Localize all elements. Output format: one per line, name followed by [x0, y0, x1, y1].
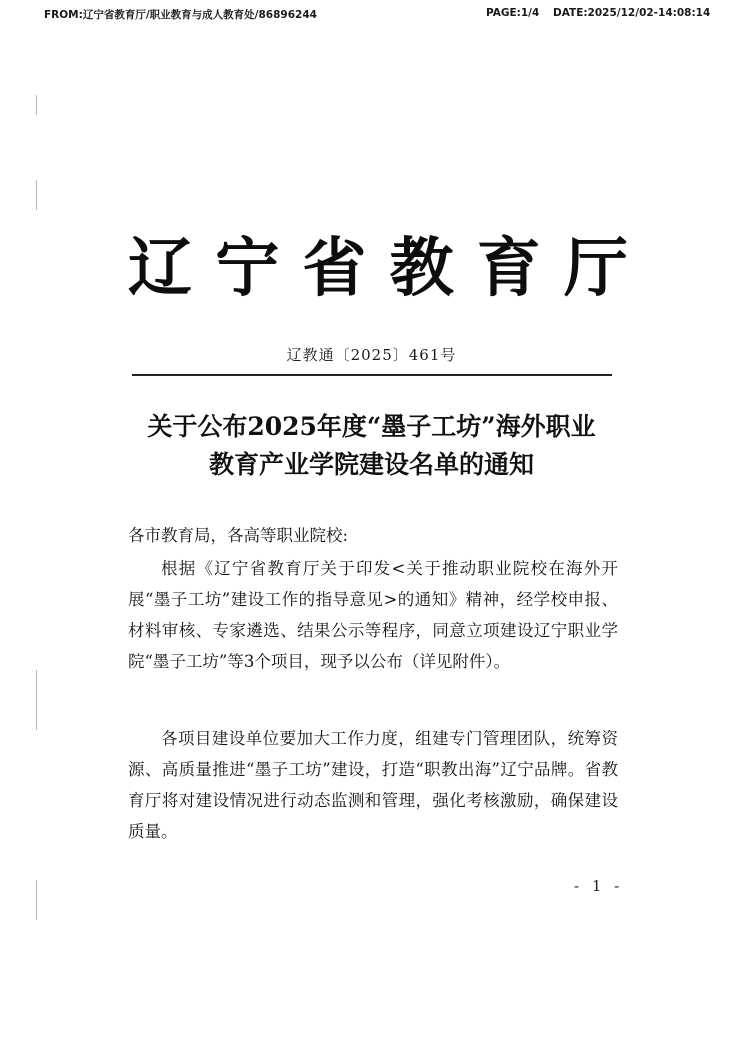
- scan-mark: [36, 95, 37, 115]
- org-char: 教: [389, 231, 454, 306]
- scan-mark: [36, 880, 37, 920]
- notice-title: [100, 408, 643, 484]
- org-char: 宁: [215, 231, 280, 306]
- salutation: 各市教育局，各高等职业院校:: [128, 526, 349, 545]
- org-char: 育: [476, 231, 541, 306]
- fax-header: [0, 7, 743, 25]
- document-number: 辽教通〔2025〕461号: [286, 346, 457, 364]
- org-char: 辽: [128, 231, 192, 306]
- body-paragraph: 根据《辽宁省教育厅关于印发<关于推动职业院校在海外开展“墨子工坊”建设工作的指导意见>的通知》精神，经学校申报、材料审核、专家遴选、结果公示等程序，同意立项建设辽宁职业学院“墨子工坊”等3个项目，现予以公布（详见附件）。: [128, 559, 618, 671]
- body-paragraph: 各项目建设单位要加大工作力度，组建专门管理团队，统筹资源、高质量推进“墨子工坊”建设，打造“职教出海”辽宁品牌。省教育厅将对建设情况进行动态监测和管理，强化考核激励，确保建设质量。: [128, 729, 618, 841]
- org-char: 省: [302, 231, 367, 306]
- organization-title: [128, 218, 628, 308]
- header-divider: [132, 374, 612, 376]
- notice-title-line: 教育产业学院建设名单的通知: [208, 450, 534, 479]
- scan-mark: [36, 670, 37, 730]
- notice-title-line: 关于公布2025年度“墨子工坊”海外职业: [147, 412, 596, 441]
- fax-page: PAGE:1/4: [486, 7, 540, 19]
- page-number: - 1 -: [574, 877, 624, 895]
- org-char: 厅: [563, 231, 628, 306]
- fax-from: FROM:辽宁省教育厅/职业教育与成人教育处/86896244: [44, 9, 317, 21]
- fax-date: DATE:2025/12/02-14:08:14: [553, 7, 711, 19]
- scan-mark: [36, 180, 37, 210]
